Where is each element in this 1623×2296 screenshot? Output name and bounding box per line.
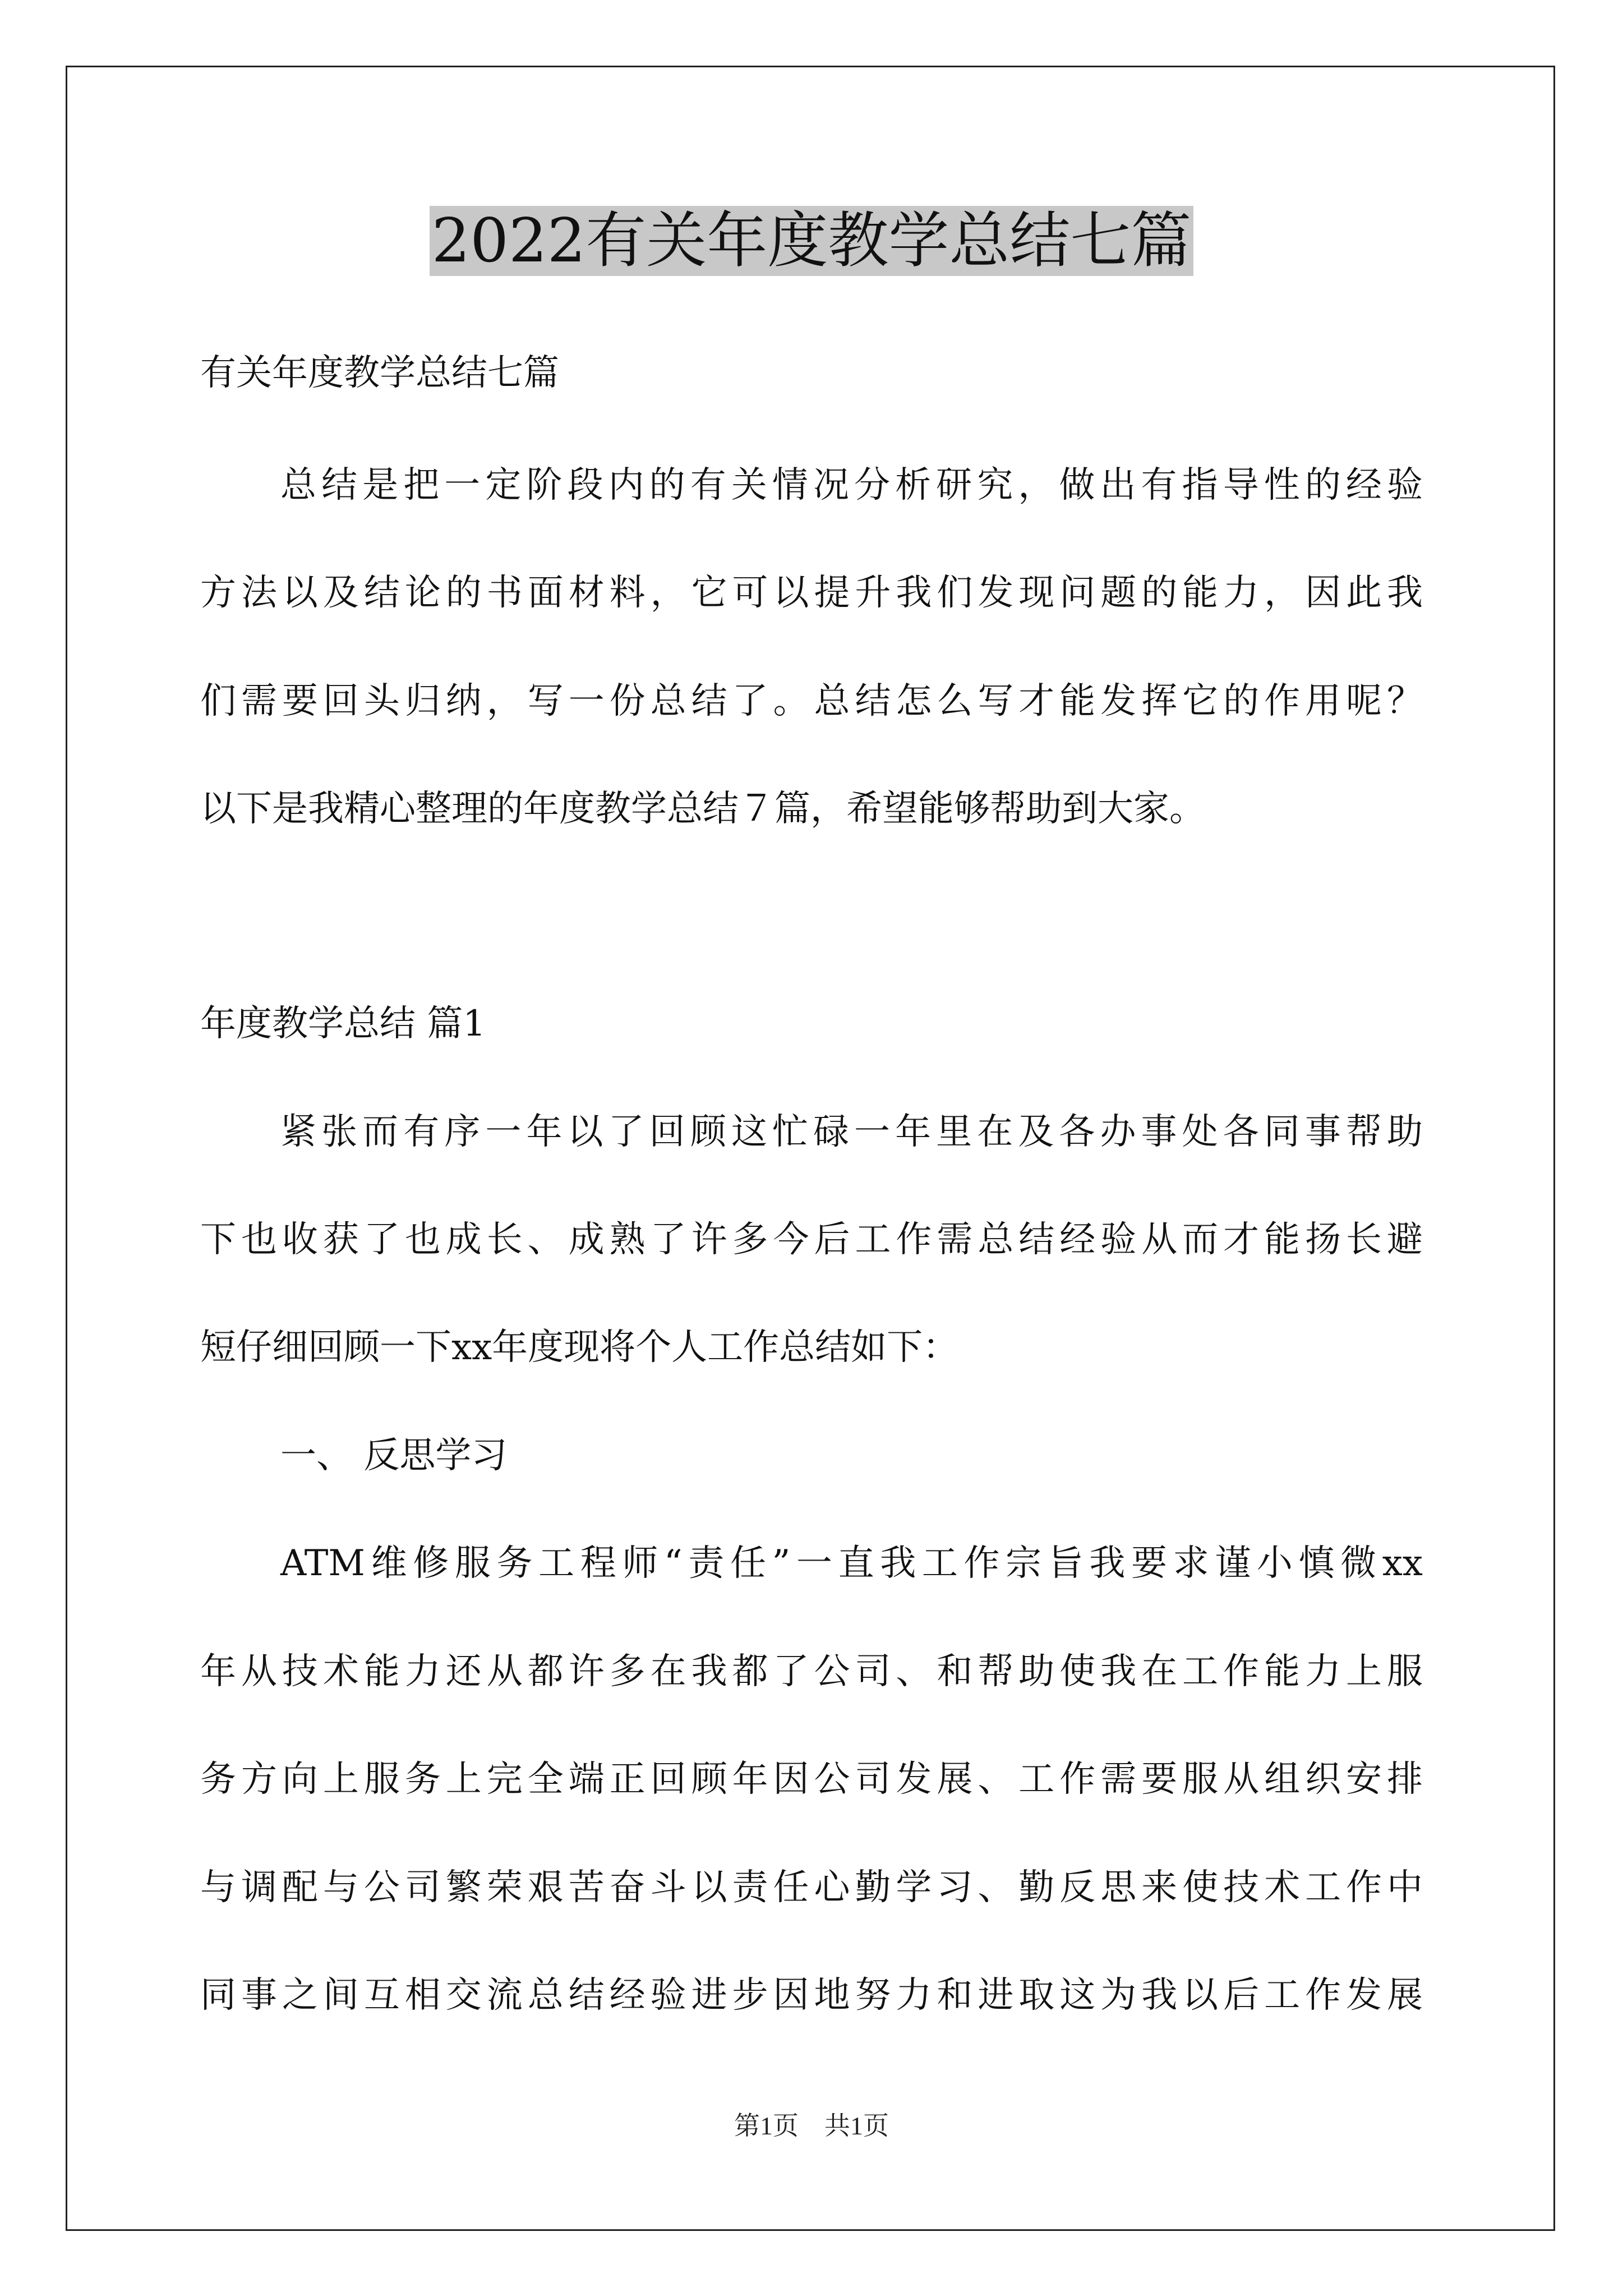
section-para2-line-2: 年从技术能力还从都许多在我都了公司、和帮助使我在工作能力上服 [200,1651,1423,1692]
intro-line-1: 总结是把一定阶段内的有关情况分析研究，做出有指导性的经验 [280,464,1423,506]
intro-line-3: 们需要回头归纳，写一份总结了。总结怎么写才能发挥它的作用呢？ [200,680,1423,722]
section-para1-line-1: 紧张而有序一年以了回顾这忙碌一年里在及各办事处各同事帮助 [280,1111,1423,1153]
document-title-text: 2022有关年度教学总结七篇 [430,206,1194,276]
section-para2-line-5: 同事之间互相交流总结经验进步因地努力和进取这为我以后工作发展 [200,1975,1423,2016]
page-footer: 第1页 共1页 [734,2111,889,2140]
intro-line-2: 方法以及结论的书面材料，它可以提升我们发现问题的能力，因此我 [200,572,1423,614]
section-heading: 年度教学总结 篇1 [200,1003,486,1045]
subheading: 一、 反思学习 [280,1435,508,1476]
intro-line-4: 以下是我精心整理的年度教学总结７篇，希望能够帮助到大家。 [200,788,1205,830]
section-para1-line-2: 下也收获了也成长、成熟了许多今后工作需总结经验从而才能扬长避 [200,1219,1423,1260]
document-title [0,202,1623,280]
section-para1-line-3: 短仔细回顾一下xx年度现将个人工作总结如下： [200,1327,959,1368]
section-para2-line-3: 务方向上服务上完全端正回顾年因公司发展、工作需要服从组织安排 [200,1759,1423,1800]
document-subtitle: 有关年度教学总结七篇 [200,352,559,394]
section-para2-line-4: 与调配与公司繁荣艰苦奋斗以责任心勤学习、勤反思来使技术工作中 [200,1867,1423,1908]
section-para2-line-1: ATM维修服务工程师“责任”一直我工作宗旨我要求谨小慎微xx [280,1543,1423,1584]
